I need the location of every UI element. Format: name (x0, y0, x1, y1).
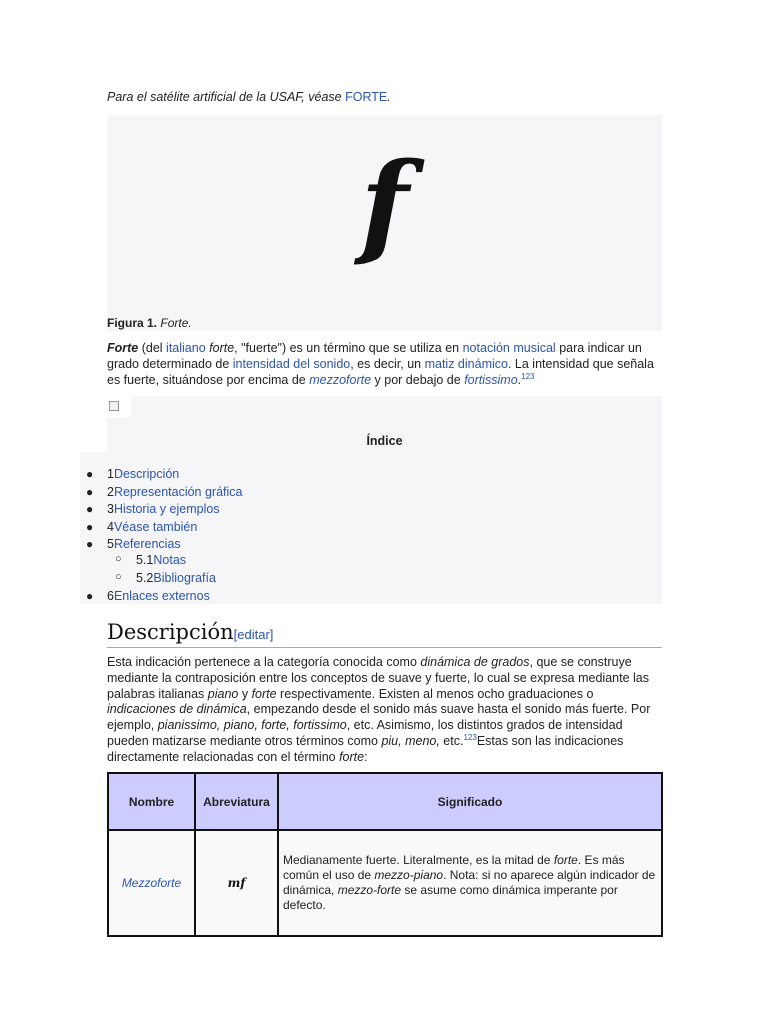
toc-title: Índice (366, 434, 403, 448)
bullet-icon: ● (86, 520, 94, 534)
bullet-icon: ● (86, 467, 94, 481)
table-of-contents (86, 396, 662, 604)
toc-item-enlaces[interactable]: ● 6Enlaces externos (86, 589, 210, 603)
cell-abbreviation: mf (195, 830, 278, 936)
bullet-icon: ● (86, 589, 94, 603)
cell-meaning: Medianamente fuerte. Literalmente, es la mitad de forte. Es más común el uso de mezzo-piano. Nota: si no aparece algún indicador de dinámica, mezzo-forte se asume como dinámica imperante por defecto. (278, 830, 662, 936)
toc-item-notas[interactable]: ○ 5.1Notas (115, 553, 187, 567)
cell-name (108, 830, 195, 936)
section-heading-descripcion: Descripción[editar] (107, 620, 662, 648)
link-notacion-musical[interactable]: notación musical (462, 341, 556, 355)
toc-item-representacion[interactable]: ● 2Representación gráfica (86, 485, 243, 499)
lead-paragraph: Forte (del italiano forte, "fuerte") es un término que se utiliza en notación musical para indicar un grado determinado de intensidad del sonido, es decir, un matiz dinámico. La intensidad que señala es fuerte, situándose por encima de mezzoforte y por debajo de fortissimo.$^{123}$ (107, 341, 654, 387)
description-paragraph: Esta indicación pertenece a la categoría conocida como dinámica de grados, que se construye mediante la contraposición entre los conceptos de suave y fuerte, lo cual se expresa mediante las palabras italianas piano y forte respectivamente. Existen al menos ocho graduaciones o indicaciones de dinámica, empezando desde el sonido más suave hasta el sonido más fuerte. Por ejemplo, pianissimo, piano, forte, fortissimo, etc. Asimismo, los distintos grados de intensidad pueden matizarse mediante otros términos como piu, meno, etc.$^{123}$Estas son las indicaciones directamente relacionadas con el término forte: (107, 655, 651, 764)
toc-item-descripcion[interactable]: ● 1Descripción (86, 467, 180, 481)
edit-section-link[interactable]: [editar] (233, 627, 274, 642)
toc-background (80, 452, 108, 604)
column-header: Significado (278, 773, 662, 830)
table-row (108, 830, 662, 936)
link-fortissimo[interactable]: fortissimo (464, 372, 518, 387)
bullet-icon: ● (86, 485, 94, 499)
forte-satellite-link[interactable]: FORTE (345, 90, 388, 104)
hatnote: Para el satélite artificial de la USAF, véase FORTE. (107, 90, 391, 104)
toc-item-vease[interactable]: ● 4Véase también (86, 520, 198, 534)
circle-bullet-icon: ○ (115, 571, 122, 583)
circle-bullet-icon: ○ (115, 553, 122, 565)
reference-links[interactable]: 123 (463, 732, 477, 742)
column-header: Abreviatura (195, 773, 278, 830)
figure-caption: Figura 1. Forte. (107, 316, 192, 330)
toc-item-referencias[interactable]: ● 5Referencias (86, 537, 181, 551)
toc-toggle-checkbox-icon[interactable] (109, 401, 119, 411)
toc-item-bibliografia[interactable]: ○ 5.2Bibliografía (115, 571, 216, 585)
link-intensidad-sonido[interactable]: intensidad del sonido (232, 356, 351, 371)
dynamics-table (107, 772, 663, 937)
forte-symbol[interactable]: f (360, 139, 409, 270)
bullet-icon: ● (86, 537, 94, 551)
table-header-row (108, 773, 662, 830)
figure-forte (107, 115, 662, 331)
bullet-icon: ● (86, 502, 94, 516)
reference-links[interactable]: 123 (521, 371, 535, 381)
link-mezzoforte[interactable]: mezzoforte (309, 372, 372, 387)
link-matiz-dinamico[interactable]: matiz dinámico (424, 356, 508, 371)
toc-toggle[interactable] (107, 396, 131, 418)
link-italiano[interactable]: italiano (166, 341, 206, 355)
link-mezzoforte-table[interactable]: Mezzoforte (121, 876, 182, 890)
column-header: Nombre (108, 773, 195, 830)
toc-item-historia[interactable]: ● 3Historia y ejemplos (86, 502, 220, 516)
